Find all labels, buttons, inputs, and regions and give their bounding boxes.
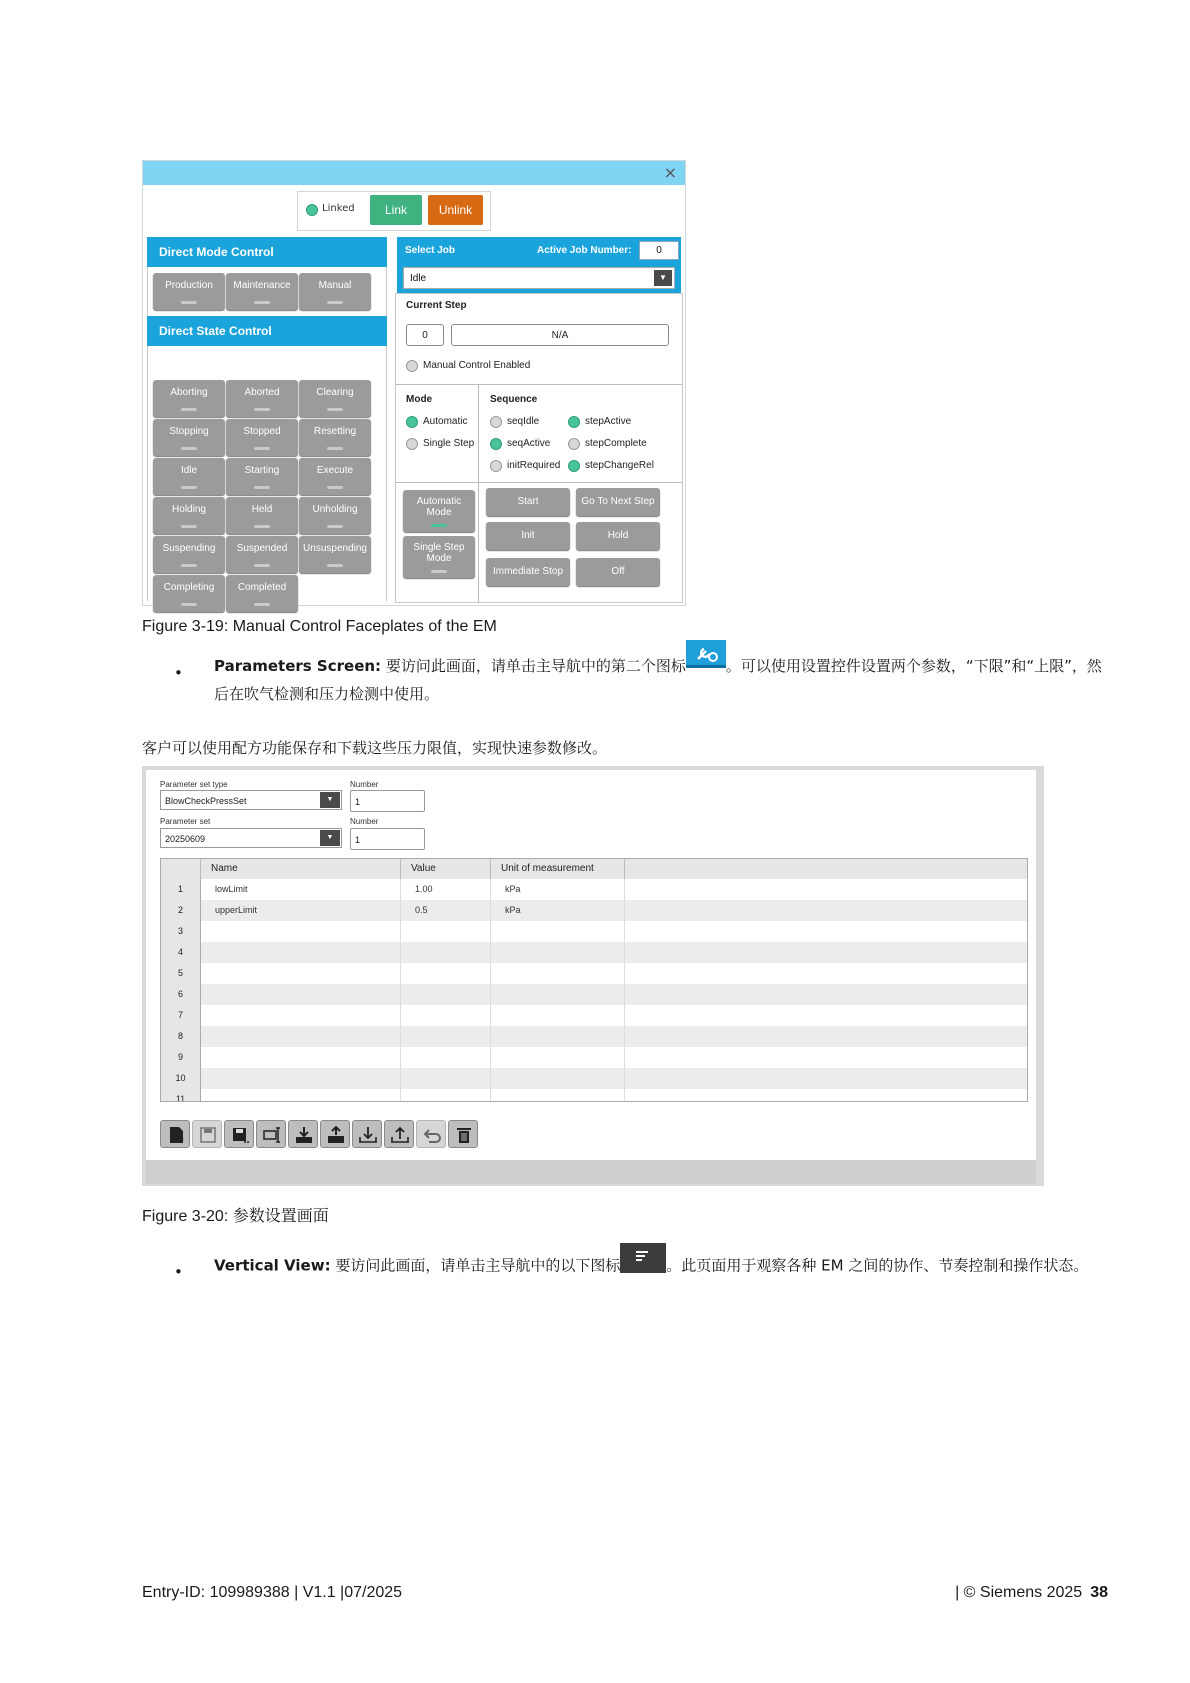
state-button-holding[interactable] (153, 497, 225, 534)
new-file-icon (167, 1126, 185, 1144)
step-change-rel-label: stepChangeRel (585, 460, 654, 471)
param-set-number-field[interactable]: 1 (350, 828, 425, 850)
state-button-stopped[interactable] (226, 419, 298, 456)
cell-empty[interactable] (625, 984, 1027, 1005)
cell-empty[interactable] (625, 1047, 1027, 1068)
cell-name[interactable] (201, 942, 401, 963)
em-faceplate-figure (142, 160, 686, 606)
step-change-rel-indicator-icon (568, 460, 580, 472)
state-button-completing[interactable] (153, 575, 225, 612)
figure-3-19-caption: Figure 3-19: Manual Control Faceplates of the EM (142, 618, 497, 635)
button-label: Execute (316, 465, 354, 476)
chevron-down-icon[interactable]: ▼ (320, 830, 340, 846)
button-label: Unholding (312, 504, 358, 515)
button-label: Suspended (236, 543, 288, 554)
select-job-panel (397, 237, 681, 293)
state-button-unsuspending[interactable] (299, 536, 371, 573)
row-number: 6 (161, 984, 201, 1005)
link-panel (297, 191, 491, 231)
save-as-button[interactable] (224, 1120, 254, 1148)
step-complete-label: stepComplete (585, 438, 647, 449)
divider (396, 384, 682, 385)
save-button[interactable] (192, 1120, 222, 1148)
save-as-icon (231, 1126, 249, 1144)
parameter-screen-panel (146, 770, 1036, 1160)
link-button[interactable]: Link (370, 195, 422, 225)
rename-icon (263, 1126, 281, 1144)
button-label: Resetting (313, 426, 357, 437)
row-number: 4 (161, 942, 201, 963)
select-job-label: Select Job (405, 245, 456, 256)
state-button-aborting[interactable] (153, 380, 225, 417)
download-button[interactable] (352, 1120, 382, 1148)
cell-unit[interactable] (491, 1068, 625, 1089)
figure-3-20-caption: Figure 3-20: 参数设置画面 (142, 1208, 329, 1225)
table-row[interactable] (161, 1005, 1027, 1026)
button-label: Completing (163, 582, 215, 593)
button-label: Automatic Mode (416, 496, 462, 518)
cell-empty[interactable] (625, 879, 1027, 900)
button-label: Maintenance (233, 280, 291, 291)
button-label: Aborting (170, 387, 208, 398)
parameter-screen-footer-bar (146, 1160, 1036, 1184)
row-number: 9 (161, 1047, 201, 1068)
cell-value[interactable] (401, 984, 491, 1005)
page-number: 38 (1090, 1584, 1108, 1601)
divider (396, 482, 682, 483)
column-header-name[interactable]: Name (201, 859, 401, 879)
cell-value[interactable]: 0.5 (401, 900, 491, 921)
column-header-empty (625, 859, 1027, 879)
download-icon (359, 1126, 377, 1144)
button-label: Production (165, 280, 213, 291)
cell-empty[interactable] (625, 963, 1027, 984)
state-button-resetting[interactable] (299, 419, 371, 456)
active-job-number-field[interactable]: 0 (639, 241, 679, 260)
cell-name[interactable] (201, 963, 401, 984)
row-number: 8 (161, 1026, 201, 1047)
import-all-button[interactable] (320, 1120, 350, 1148)
button-label: Clearing (316, 387, 354, 398)
button-label: Holding (172, 504, 206, 515)
cell-empty[interactable] (625, 921, 1027, 942)
automatic-label: Automatic (423, 416, 468, 427)
cell-unit[interactable] (491, 1089, 625, 1102)
table-row[interactable] (161, 879, 1027, 900)
button-label: Stopped (243, 426, 281, 437)
cell-unit[interactable] (491, 1047, 625, 1068)
number-label: Number (350, 817, 379, 826)
delete-button[interactable] (448, 1120, 478, 1148)
footer-copyright (955, 1584, 1108, 1602)
production-mode-button[interactable] (153, 273, 225, 310)
vertical-view-text-2: 。此页面用于观察各种 EM 之间的协作、节奏控制和操作状态。 (666, 1256, 1089, 1275)
mode-label: Mode (406, 394, 433, 405)
button-label: Stopping (169, 426, 209, 437)
chevron-down-icon[interactable]: ▼ (654, 270, 672, 286)
linked-indicator-icon (306, 204, 318, 216)
vertical-view-title: Vertical View: (214, 1256, 331, 1275)
cell-name[interactable] (201, 1068, 401, 1089)
cell-empty[interactable] (625, 900, 1027, 921)
direct-mode-control-header: Direct Mode Control (147, 237, 387, 267)
state-button-clearing[interactable] (299, 380, 371, 417)
current-step-name: N/A (451, 324, 669, 346)
cell-unit[interactable] (491, 921, 625, 942)
cell-name[interactable] (201, 984, 401, 1005)
settings-wrench-icon (686, 640, 726, 668)
linked-label: Linked (322, 203, 355, 214)
seq-idle-label: seqIdle (507, 416, 540, 427)
button-label: Aborted (244, 387, 280, 398)
state-button-aborted[interactable] (226, 380, 298, 417)
state-button-unholding[interactable] (299, 497, 371, 534)
param-set-value: 20250609 (165, 834, 206, 844)
vertical-view-bullet (214, 1251, 1114, 1281)
divider (478, 384, 479, 602)
button-label: Idle (180, 465, 198, 476)
cell-value[interactable] (401, 1026, 491, 1047)
current-step-label: Current Step (406, 300, 467, 311)
cell-empty[interactable] (625, 942, 1027, 963)
state-button-suspended[interactable] (226, 536, 298, 573)
go-to-next-step-button[interactable]: Go To Next Step (576, 488, 660, 516)
import-icon (295, 1126, 313, 1144)
cell-unit[interactable] (491, 963, 625, 984)
active-job-number-label: Active Job Number: (537, 245, 632, 256)
copyright-text: | © Siemens 2025 (955, 1584, 1083, 1601)
single-step-label: Single Step (423, 438, 475, 449)
state-button-idle[interactable] (153, 458, 225, 495)
column-header-unit[interactable]: Unit of measurement (491, 859, 625, 879)
state-button-suspending[interactable] (153, 536, 225, 573)
table-row[interactable] (161, 1068, 1027, 1089)
param-set-type-number-field[interactable]: 1 (350, 790, 425, 812)
upload-icon (391, 1126, 409, 1144)
cell-name[interactable] (201, 1089, 401, 1102)
hold-button[interactable]: Hold (576, 522, 660, 550)
upload-button[interactable] (384, 1120, 414, 1148)
row-number-header (161, 859, 201, 879)
button-label: Unsuspending (303, 543, 367, 554)
row-number: 1 (161, 879, 201, 900)
seq-idle-indicator-icon (490, 416, 502, 428)
init-button[interactable]: Init (486, 522, 570, 550)
parameter-table (160, 858, 1028, 1102)
cell-unit[interactable] (491, 984, 625, 1005)
button-label: Suspending (162, 543, 216, 554)
param-set-type-label: Parameter set type (160, 780, 228, 789)
button-label: Manual (318, 280, 352, 291)
job-control-panel (395, 293, 683, 603)
manual-control-enabled-label: Manual Control Enabled (423, 360, 531, 371)
cell-value[interactable] (401, 1005, 491, 1026)
table-row[interactable] (161, 984, 1027, 1005)
state-button-starting[interactable] (226, 458, 298, 495)
chevron-down-icon[interactable]: ▼ (320, 792, 340, 808)
parameters-screen-bullet (214, 652, 1114, 708)
undo-icon (423, 1126, 441, 1144)
start-button[interactable]: Start (486, 488, 570, 516)
button-label: Single Step Mode (413, 542, 465, 564)
step-active-indicator-icon (568, 416, 580, 428)
param-set-type-select[interactable] (160, 790, 342, 810)
cell-name[interactable]: upperLimit (201, 900, 401, 921)
cell-unit[interactable] (491, 1005, 625, 1026)
import-button[interactable] (288, 1120, 318, 1148)
row-number: 11 (161, 1089, 201, 1102)
number-label: Number (350, 780, 379, 789)
param-set-select[interactable] (160, 828, 342, 848)
cell-empty[interactable] (625, 1026, 1027, 1047)
rename-button[interactable] (256, 1120, 286, 1148)
cell-name[interactable] (201, 1005, 401, 1026)
table-row[interactable] (161, 1089, 1027, 1102)
sequence-label: Sequence (490, 394, 538, 405)
single-step-mode-button[interactable] (403, 536, 475, 578)
button-label: Starting (244, 465, 280, 476)
cell-value[interactable] (401, 1089, 491, 1102)
column-header-value[interactable]: Value (401, 859, 491, 879)
save-icon (199, 1126, 217, 1144)
footer-entry-id: Entry-ID: 109989388 | V1.1 |07/2025 (142, 1584, 403, 1601)
table-row[interactable] (161, 921, 1027, 942)
cell-unit[interactable] (491, 1026, 625, 1047)
state-button-execute[interactable] (299, 458, 371, 495)
parameters-screen-text: 要访问此画面，请单击主导航中的第二个图标 (381, 657, 686, 675)
recipe-paragraph: 客户可以使用配方功能保存和下载这些压力限值，实现快速参数修改。 (142, 739, 608, 757)
cell-value[interactable]: 1.00 (401, 879, 491, 900)
off-button[interactable]: Off (576, 558, 660, 586)
cell-empty[interactable] (625, 1005, 1027, 1026)
seq-active-label: seqActive (507, 438, 551, 449)
row-number: 3 (161, 921, 201, 942)
delete-icon (455, 1126, 473, 1144)
cell-value[interactable] (401, 963, 491, 984)
cell-value[interactable] (401, 942, 491, 963)
import-all-icon (327, 1126, 345, 1144)
cell-name[interactable] (201, 1026, 401, 1047)
step-active-label: stepActive (585, 416, 632, 427)
cell-name[interactable] (201, 921, 401, 942)
job-select-value: Idle (410, 273, 427, 284)
cell-unit[interactable] (491, 942, 625, 963)
current-step-number: 0 (406, 324, 444, 346)
vertical-view-text: 要访问此画面，请单击主导航中的以下图标 (330, 1256, 621, 1275)
cell-value[interactable] (401, 921, 491, 942)
single-step-indicator-icon (406, 438, 418, 450)
table-row[interactable] (161, 942, 1027, 963)
table-row[interactable] (161, 900, 1027, 921)
init-required-indicator-icon (490, 460, 502, 472)
parameter-screen-figure (142, 766, 1044, 1186)
step-complete-indicator-icon (568, 438, 580, 450)
new-file-button[interactable] (160, 1120, 190, 1148)
table-row[interactable] (161, 963, 1027, 984)
state-button-held[interactable] (226, 497, 298, 534)
manual-control-indicator-icon (406, 360, 418, 372)
direct-state-control-header: Direct State Control (147, 316, 387, 346)
bullet-dot: • (174, 664, 183, 682)
row-number: 2 (161, 900, 201, 921)
cell-value[interactable] (401, 1068, 491, 1089)
table-row[interactable] (161, 1047, 1027, 1068)
table-row[interactable] (161, 1026, 1027, 1047)
maintenance-mode-button[interactable] (226, 273, 298, 310)
cell-unit[interactable]: kPa (491, 900, 625, 921)
cell-name[interactable]: lowLimit (201, 879, 401, 900)
state-button-stopping[interactable] (153, 419, 225, 456)
parameters-screen-title: Parameters Screen: (214, 657, 382, 675)
button-label: Completed (237, 582, 287, 593)
init-required-label: initRequired (507, 460, 561, 471)
param-set-label: Parameter set (160, 817, 211, 826)
close-icon[interactable]: × (663, 163, 677, 182)
faceplate-titlebar (143, 161, 685, 185)
cell-unit[interactable]: kPa (491, 879, 625, 900)
cell-empty[interactable] (625, 1089, 1027, 1102)
row-number: 7 (161, 1005, 201, 1026)
cell-empty[interactable] (625, 1068, 1027, 1089)
manual-mode-button[interactable] (299, 273, 371, 310)
automatic-mode-button[interactable] (403, 490, 475, 532)
automatic-indicator-icon (406, 416, 418, 428)
button-label: Held (251, 504, 273, 515)
undo-button[interactable] (416, 1120, 446, 1148)
state-button-completed[interactable] (226, 575, 298, 612)
cell-value[interactable] (401, 1047, 491, 1068)
parameters-screen-text-2: 。可以使用设置控件设置两个参数，“下限”和“上限”，然后在吹气检测和压力检测中使用。 (214, 657, 1102, 703)
row-number: 5 (161, 963, 201, 984)
immediate-stop-button[interactable]: Immediate Stop (486, 558, 570, 586)
seq-active-indicator-icon (490, 438, 502, 450)
param-set-type-value: BlowCheckPressSet (165, 796, 247, 806)
unlink-button[interactable]: Unlink (428, 195, 483, 225)
job-select[interactable] (403, 267, 675, 289)
row-number: 10 (161, 1068, 201, 1089)
cell-name[interactable] (201, 1047, 401, 1068)
bullet-dot: • (174, 1263, 183, 1281)
vertical-view-menu-icon (620, 1243, 666, 1273)
